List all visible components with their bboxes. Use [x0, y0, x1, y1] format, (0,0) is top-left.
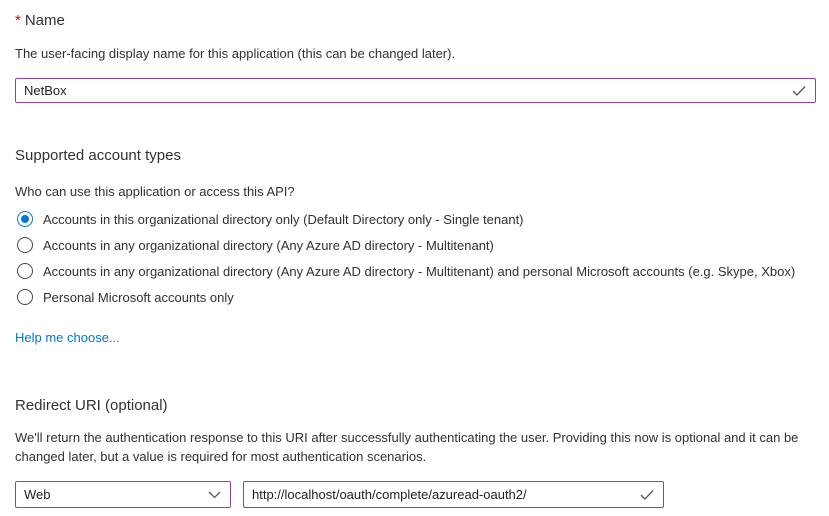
radio-multitenant-personal[interactable]	[15, 258, 816, 284]
radio-button-icon	[17, 211, 33, 227]
radio-label: Personal Microsoft accounts only	[43, 289, 234, 305]
radio-personal-only[interactable]	[15, 284, 816, 310]
radio-single-tenant[interactable]	[15, 206, 816, 232]
redirect-uri-description: We'll return the authentication response to this URI after successfully authenticating the user. Providing this now is optional and it can be changed later, but a value is required for most authentication scenarios.	[15, 430, 799, 464]
platform-select-value: Web	[24, 487, 51, 502]
help-me-choose-link[interactable]: Help me choose...	[15, 330, 120, 345]
radio-button-icon	[17, 289, 33, 305]
name-title-text: Name	[24, 12, 65, 29]
radio-label: Accounts in this organizational directory only (Default Directory only - Single tenant)	[43, 211, 524, 227]
radio-button-icon	[17, 237, 33, 253]
required-marker: *	[15, 12, 21, 29]
name-input[interactable]	[16, 79, 815, 102]
radio-label: Accounts in any organizational directory (Any Azure AD directory - Multitenant)	[43, 237, 494, 253]
account-types-title: Supported account types	[15, 147, 181, 164]
radio-button-icon	[17, 263, 33, 279]
redirect-uri-input[interactable]	[244, 482, 663, 507]
chevron-down-icon	[208, 491, 221, 499]
redirect-uri-title: Redirect URI (optional)	[15, 397, 168, 414]
account-type-radio-group	[15, 206, 816, 310]
account-types-question: Who can use this application or access this API?	[15, 184, 295, 199]
redirect-uri-controls	[15, 481, 816, 508]
radio-multitenant[interactable]	[15, 232, 816, 258]
radio-label: Accounts in any organizational directory (Any Azure AD directory - Multitenant) and personal Microsoft accounts (e.g. Skype, Xbox)	[43, 263, 796, 279]
name-input-container	[15, 78, 816, 103]
redirect-uri-input-container	[243, 481, 664, 508]
platform-select[interactable]	[15, 481, 231, 508]
name-section-title	[15, 11, 816, 30]
name-description: The user-facing display name for this application (this can be changed later).	[15, 46, 456, 61]
